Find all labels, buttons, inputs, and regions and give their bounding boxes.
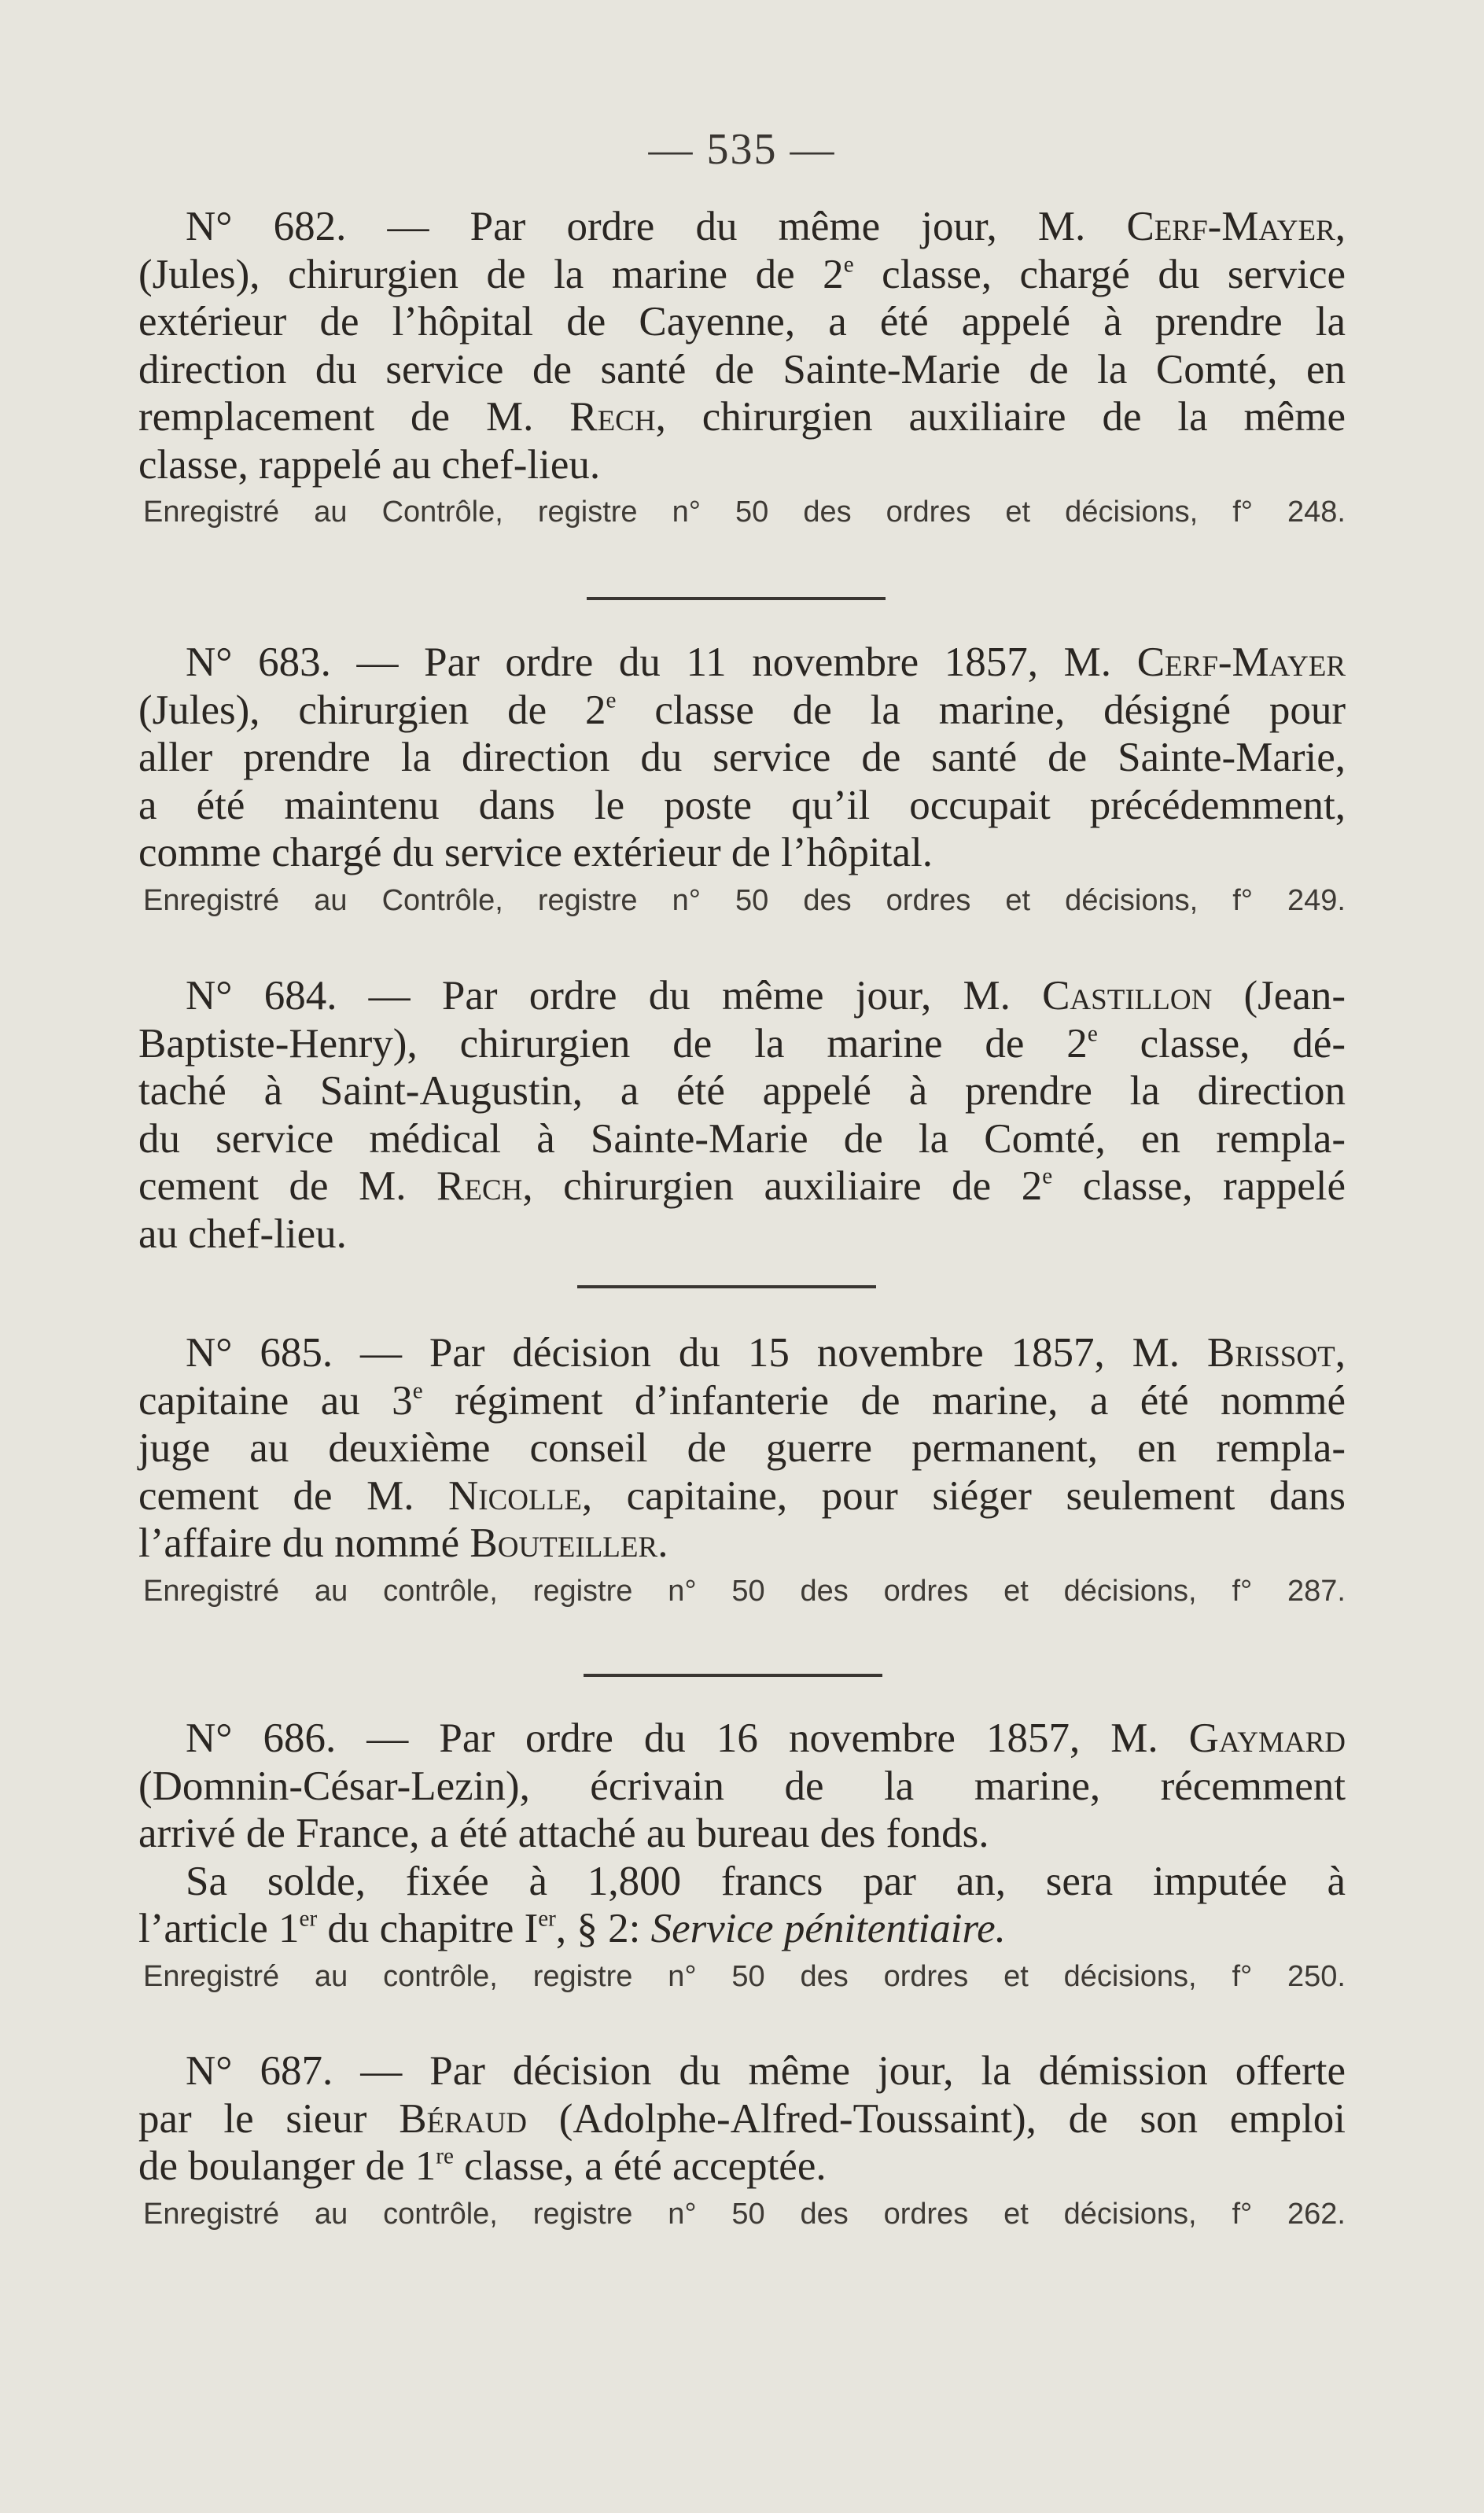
entry-line: (Jules), chirurgien de la marine de 2e classe, chargé du service xyxy=(138,251,1346,297)
ordinal-superscript: er xyxy=(538,1906,556,1932)
entry-line: au chef-lieu. xyxy=(138,1210,347,1257)
entry-line: l’article 1er du chapitre Ier, § 2: Service pénitentiaire. xyxy=(138,1906,1006,1951)
name-smallcaps: Béraud xyxy=(399,2095,528,2142)
entry-line: du service médical à Sainte-Marie de la Comté, en rempla- xyxy=(138,1115,1346,1162)
ordinal-superscript: e xyxy=(1042,1163,1053,1189)
entry-line: juge au deuxième conseil de guerre permanent, en rempla- xyxy=(138,1425,1346,1471)
entry-line: classe, rappelé au chef-lieu. xyxy=(138,441,601,488)
name-smallcaps: Rech xyxy=(569,394,656,440)
register-note: Enregistré au Contrôle, registre n° 50 des ordres et décisions, f° 249. xyxy=(143,883,1346,917)
entry-line: (Jules), chirurgien de 2e classe de la marine, désigné pour xyxy=(138,687,1346,733)
entry-line: extérieur de l’hôpital de Cayenne, a été appelé à prendre la xyxy=(138,299,1346,345)
entry-685 xyxy=(138,1329,1346,1615)
page-number: — 535 — xyxy=(648,125,836,174)
register-note: Enregistré au Contrôle, registre n° 50 des ordres et décisions, f° 248. xyxy=(143,496,1346,529)
register-note: Enregistré au contrôle, registre n° 50 des ordres et décisions, f° 250. xyxy=(143,1959,1346,1993)
section-divider xyxy=(587,597,886,600)
entry-line: N° 682. — Par ordre du même jour, M. Cerf-Mayer, xyxy=(186,204,1346,249)
name-smallcaps: Rech xyxy=(436,1163,523,1209)
italic-text: Service pénitentiaire. xyxy=(650,1906,1006,1951)
entry-line: par le sieur Béraud (Adolphe-Alfred-Toussaint), de son emploi xyxy=(138,2095,1346,2142)
entry-682 xyxy=(138,203,1346,536)
name-smallcaps: Castillon xyxy=(1042,973,1213,1019)
entry-line: capitaine au 3e régiment d’infanterie de marine, a été nommé xyxy=(138,1377,1346,1424)
entry-line: l’affaire du nommé Bouteiller. xyxy=(138,1520,668,1566)
entry-line: N° 687. — Par décision du même jour, la démission offerte xyxy=(186,2048,1346,2094)
ordinal-superscript: er xyxy=(299,1906,318,1932)
entry-line: de boulanger de 1re classe, a été acceptée. xyxy=(138,2143,827,2189)
entry-line: Baptiste-Henry), chirurgien de la marine de 2e classe, dé- xyxy=(138,1020,1346,1067)
entry-line: taché à Saint-Augustin, a été appelé à prendre la direction xyxy=(138,1068,1346,1114)
ordinal-superscript: e xyxy=(843,252,854,278)
name-smallcaps: Gaymard xyxy=(1188,1715,1346,1761)
entry-line: N° 686. — Par ordre du 16 novembre 1857, M. Gaymard xyxy=(186,1715,1346,1761)
name-smallcaps: Cerf-Mayer xyxy=(1126,204,1335,249)
entry-line: arrivé de France, a été attaché au bureau des fonds. xyxy=(138,1811,989,1856)
ordinal-superscript: re xyxy=(436,2143,454,2169)
entry-687 xyxy=(138,2047,1346,2238)
register-note: Enregistré au contrôle, registre n° 50 des ordres et décisions, f° 287. xyxy=(143,1574,1346,1608)
name-smallcaps: Bouteiller xyxy=(470,1520,658,1566)
entry-line: aller prendre la direction du service de santé de Sainte-Marie, xyxy=(138,735,1346,780)
entry-686 xyxy=(138,1715,1346,2000)
entry-line: cement de M. Nicolle, capitaine, pour siéger seulement dans xyxy=(138,1472,1346,1519)
register-note: Enregistré au contrôle, registre n° 50 des ordres et décisions, f° 262. xyxy=(143,2197,1346,2231)
name-smallcaps: Cerf-Mayer xyxy=(1136,639,1346,685)
entry-line: N° 684. — Par ordre du même jour, M. Castillon (Jean- xyxy=(186,973,1346,1019)
name-smallcaps: Brissot xyxy=(1206,1330,1335,1376)
ordinal-superscript: e xyxy=(412,1378,423,1404)
name-smallcaps: Nicolle xyxy=(448,1472,582,1519)
entry-line: direction du service de santé de Sainte-Marie de la Comté, en xyxy=(138,346,1346,392)
entry-line: Sa solde, fixée à 1,800 francs par an, sera imputée à xyxy=(186,1858,1346,1904)
entry-line: remplacement de M. Rech, chirurgien auxiliaire de la même xyxy=(138,394,1346,440)
entry-line: cement de M. Rech, chirurgien auxiliaire de 2e classe, rappelé xyxy=(138,1163,1346,1209)
entry-line: N° 685. — Par décision du 15 novembre 1857, M. Brissot, xyxy=(186,1330,1346,1376)
entry-line: a été maintenu dans le poste qu’il occupait précédemment, xyxy=(138,782,1346,828)
entry-683 xyxy=(138,639,1346,924)
entry-line: N° 683. — Par ordre du 11 novembre 1857, M. Cerf-Mayer xyxy=(186,639,1346,685)
ordinal-superscript: e xyxy=(1087,1021,1098,1047)
entry-684 xyxy=(138,972,1346,1258)
entry-line: comme chargé du service extérieur de l’hôpital. xyxy=(138,830,933,875)
section-divider xyxy=(577,1285,876,1288)
section-divider xyxy=(584,1674,882,1677)
entry-line: (Domnin-César-Lezin), écrivain de la marine, récemment xyxy=(138,1763,1346,1809)
ordinal-superscript: e xyxy=(606,687,617,713)
